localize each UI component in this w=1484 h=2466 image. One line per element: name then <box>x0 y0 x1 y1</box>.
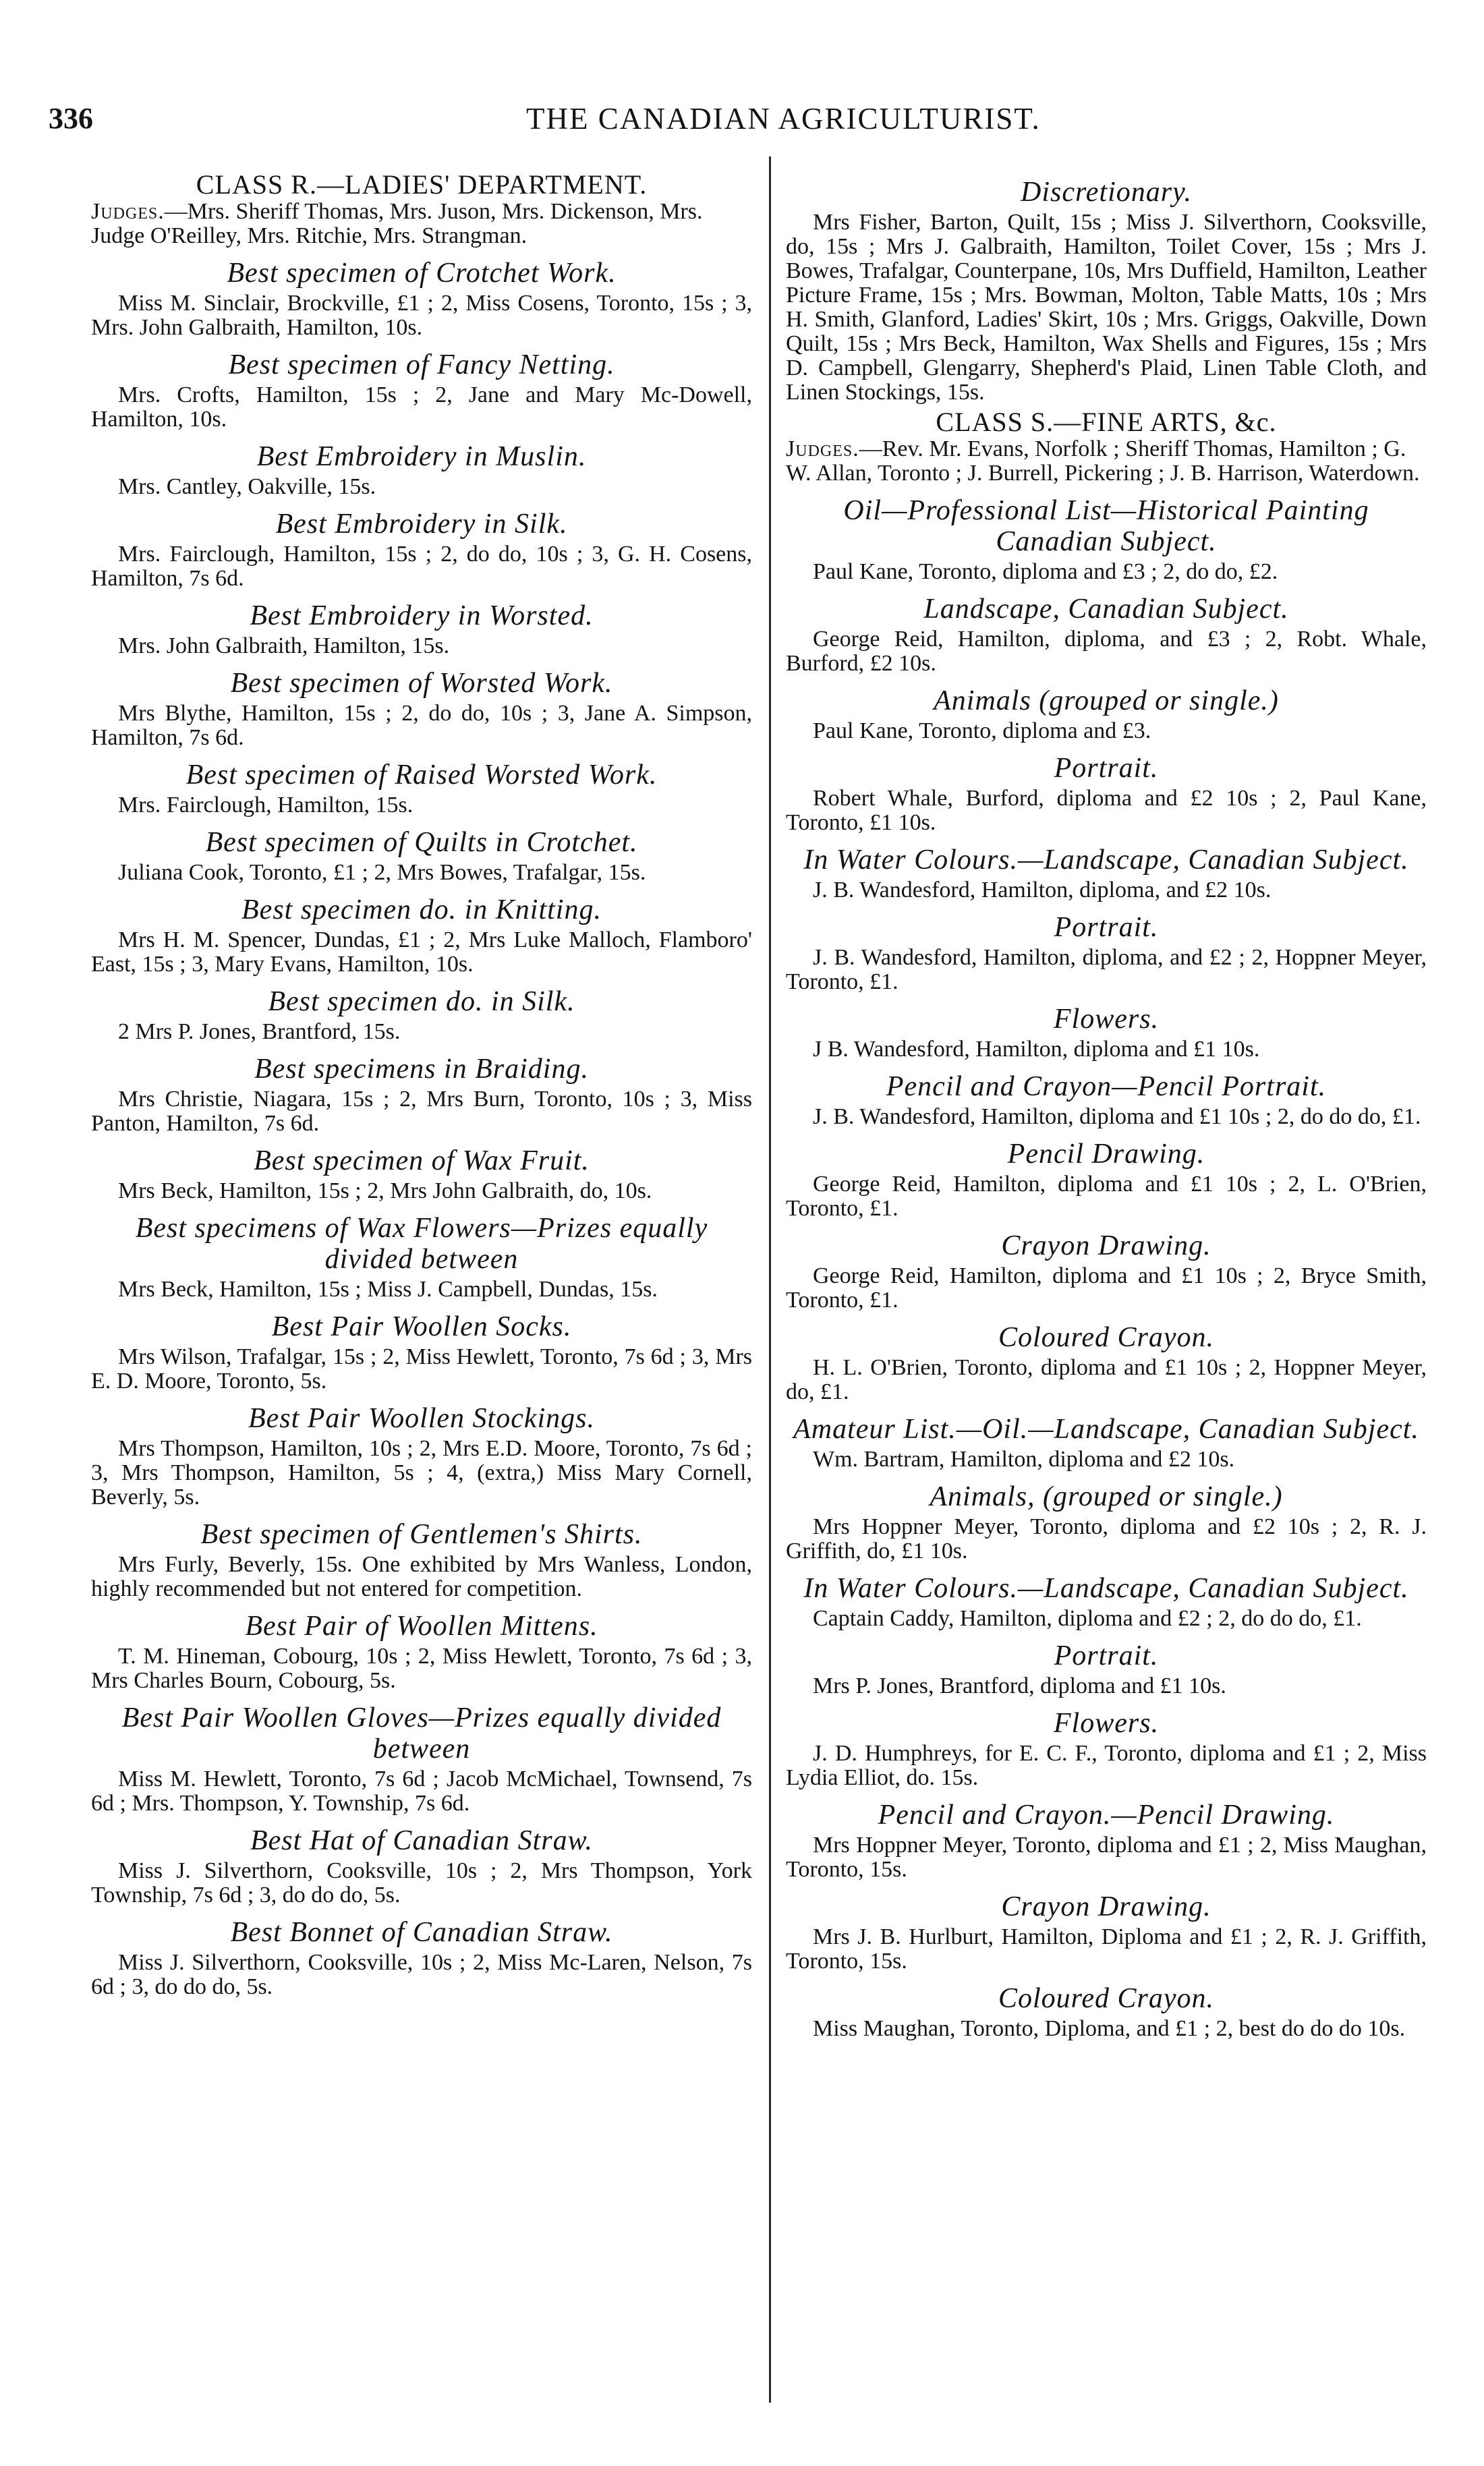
prize-entry: Paul Kane, Toronto, diploma and £3. <box>813 718 1151 743</box>
prize-entry: Mrs. John Galbraith, Hamilton, 15s. <box>118 633 450 658</box>
section-heading: Pencil Drawing. <box>1007 1139 1205 1170</box>
section-heading: Portrait. <box>1054 753 1159 784</box>
section-heading: Best specimen of Raised Worsted Work. <box>186 759 658 791</box>
prize-entry: Miss J. Silverthorn, Cooksville, 10s ; 2, Miss Mc-Laren, Nelson, 7s 6d ; 3, do do do, 5s. <box>91 1950 752 1999</box>
prize-entry: Miss M. Hewlett, Toronto, 7s 6d ; Jacob McMichael, Townsend, 7s 6d ; Mrs. Thompson, Y. Township, 7s 6d. <box>91 1767 752 1816</box>
prize-entry: Mrs. Cantley, Oakville, 15s. <box>118 474 376 499</box>
section-heading: Crayon Drawing. <box>1001 1230 1211 1261</box>
section-heading: Best specimens of Wax Flowers—Prizes equally divided between <box>135 1213 708 1275</box>
section-heading: Flowers. <box>1053 1708 1160 1739</box>
section-heading: Best Embroidery in Muslin. <box>256 441 587 472</box>
prize-entry: Mrs Wilson, Trafalgar, 15s ; 2, Miss Hewlett, Toronto, 7s 6d ; 3, Mrs E. D. Moore, Toronto, 5s. <box>91 1344 752 1394</box>
judges-line <box>786 437 1427 486</box>
section-heading: Best specimens in Braiding. <box>254 1054 589 1085</box>
section-heading: Best specimen of Fancy Netting. <box>228 349 615 380</box>
right-column <box>786 167 1427 2041</box>
prize-entry: Miss Maughan, Toronto, Diploma, and £1 ; 2, best do do do 10s. <box>813 2016 1406 2041</box>
prize-entry: 2 Mrs P. Jones, Brantford, 15s. <box>118 1019 401 1044</box>
section-heading: Best Pair of Woollen Mittens. <box>245 1611 598 1642</box>
section-heading: Flowers. <box>1053 1004 1160 1035</box>
running-head <box>0 101 1484 150</box>
prize-entry: Mrs. Fairclough, Hamilton, 15s. <box>118 793 413 818</box>
prize-entry: Mrs P. Jones, Brantford, diploma and £1 10s. <box>813 1673 1226 1698</box>
section-heading: Best Embroidery in Silk. <box>275 509 568 540</box>
section-heading: Best specimen of Crotchet Work. <box>227 258 617 289</box>
prize-entry: H. L. O'Brien, Toronto, diploma and £1 10s ; 2, Hoppner Meyer, do, £1. <box>786 1355 1427 1404</box>
section-heading: In Water Colours.—Landscape, Canadian Subject. <box>803 844 1409 876</box>
section-heading: Best Hat of Canadian Straw. <box>250 1825 594 1856</box>
prize-entry: Mrs H. M. Spencer, Dundas, £1 ; 2, Mrs Luke Malloch, Flamboro' East, 15s ; 3, Mary Evans, Hamilton, 10s. <box>91 927 752 977</box>
section-heading: Best Pair Woollen Gloves—Prizes equally divided between <box>121 1702 722 1765</box>
section-heading: Best Pair Woollen Socks. <box>271 1311 572 1342</box>
left-column <box>91 167 752 1999</box>
section-heading: Best specimen do. in Knitting. <box>241 894 602 925</box>
prize-entry: J. B. Wandesford, Hamilton, diploma and £1 10s ; 2, do do do, £1. <box>813 1104 1421 1129</box>
judges-names: —Rev. Mr. Evans, Norfolk ; Sheriff Thomas, Hamilton ; G. W. Allan, Toronto ; J. Burrell, Pickering ; J. B. Harrison, Waterdown. <box>786 436 1420 486</box>
column-divider <box>769 156 771 2403</box>
section-heading: Best specimen of Wax Fruit. <box>254 1145 590 1176</box>
prize-entry: Mrs Hoppner Meyer, Toronto, diploma and £1 ; 2, Miss Maughan, Toronto, 15s. <box>786 1833 1427 1882</box>
section-heading: Best specimen of Worsted Work. <box>230 668 613 699</box>
prize-entry: Juliana Cook, Toronto, £1 ; 2, Mrs Bowes, Trafalgar, 15s. <box>118 860 646 885</box>
judges-label: Judges. <box>786 436 859 461</box>
class-heading: CLASS R.—LADIES' DEPARTMENT. <box>196 169 648 200</box>
section-heading: Best Pair Woollen Stockings. <box>248 1403 596 1434</box>
class-heading: CLASS S.—FINE ARTS, &c. <box>936 407 1277 437</box>
section-heading: Animals (grouped or single.) <box>934 685 1279 716</box>
prize-entry: George Reid, Hamilton, diploma, and £3 ; 2, Robt. Whale, Burford, £2 10s. <box>786 627 1427 676</box>
section-heading: Landscape, Canadian Subject. <box>923 594 1289 625</box>
prize-entry: Paul Kane, Toronto, diploma and £3 ; 2, do do, £2. <box>813 559 1278 584</box>
section-heading: Best specimen of Quilts in Crotchet. <box>205 827 638 858</box>
prize-entry: J. D. Humphreys, for E. C. F., Toronto, diploma and £1 ; 2, Miss Lydia Elliot, do. 15s. <box>786 1741 1427 1790</box>
prize-entry: Mrs Beck, Hamilton, 15s ; Miss J. Campbell, Dundas, 15s. <box>118 1277 658 1302</box>
prize-entry: Miss M. Sinclair, Brockville, £1 ; 2, Miss Cosens, Toronto, 15s ; 3, Mrs. John Galbraith, Hamilton, 10s. <box>91 291 752 340</box>
section-heading: Pencil and Crayon.—Pencil Drawing. <box>878 1800 1335 1831</box>
section-heading: Discretionary. <box>1021 177 1192 208</box>
section-heading: Best specimen do. in Silk. <box>268 986 575 1017</box>
section-heading: Best specimen of Gentlemen's Shirts. <box>200 1519 643 1550</box>
prize-entry: Mrs Blythe, Hamilton, 15s ; 2, do do, 10s ; 3, Jane A. Simpson, Hamilton, 7s 6d. <box>91 701 752 750</box>
judges-line <box>91 200 752 248</box>
section-heading: Best Embroidery in Worsted. <box>250 600 594 631</box>
section-heading: Animals, (grouped or single.) <box>930 1481 1283 1512</box>
section-heading: Pencil and Crayon—Pencil Portrait. <box>886 1071 1327 1102</box>
section-heading: Amateur List.—Oil.—Landscape, Canadian Subject. <box>793 1414 1419 1445</box>
prize-entry: Miss J. Silverthorn, Cooksville, 10s ; 2, Mrs Thompson, York Township, 7s 6d ; 3, do do do, 5s. <box>91 1858 752 1908</box>
prize-entry: T. M. Hineman, Cobourg, 10s ; 2, Miss Hewlett, Toronto, 7s 6d ; 3, Mrs Charles Bourn, Cobourg, 5s. <box>91 1644 752 1693</box>
prize-entry: George Reid, Hamilton, diploma and £1 10s ; 2, Bryce Smith, Toronto, £1. <box>786 1263 1427 1313</box>
prize-entry: George Reid, Hamilton, diploma and £1 10s ; 2, L. O'Brien, Toronto, £1. <box>786 1172 1427 1221</box>
page-number: 336 <box>49 102 93 135</box>
prize-entry: Captain Caddy, Hamilton, diploma and £2 ; 2, do do do, £1. <box>813 1606 1362 1631</box>
prize-entry: Mrs Beck, Hamilton, 15s ; 2, Mrs John Galbraith, do, 10s. <box>118 1178 652 1203</box>
prize-entry: Wm. Bartram, Hamilton, diploma and £2 10s. <box>813 1447 1235 1472</box>
prize-entry: Mrs Christie, Niagara, 15s ; 2, Mrs Burn, Toronto, 10s ; 3, Miss Panton, Hamilton, 7s 6d. <box>91 1087 752 1136</box>
judges-label: Judges. <box>91 199 165 224</box>
prize-entry: Mrs. Fairclough, Hamilton, 15s ; 2, do do, 10s ; 3, G. H. Cosens, Hamilton, 7s 6d. <box>91 542 752 591</box>
prize-entry: Mrs. Crofts, Hamilton, 15s ; 2, Jane and Mary Mc-Dowell, Hamilton, 10s. <box>91 382 752 432</box>
section-heading: Coloured Crayon. <box>998 1983 1215 2014</box>
prize-entry: Mrs J. B. Hurlburt, Hamilton, Diploma and £1 ; 2, R. J. Griffith, Toronto, 15s. <box>786 1924 1427 1974</box>
prize-entry: J B. Wandesford, Hamilton, diploma and £1 10s. <box>813 1037 1260 1062</box>
section-heading: Best Bonnet of Canadian Straw. <box>230 1917 613 1948</box>
section-heading: Portrait. <box>1054 1640 1159 1671</box>
section-heading: In Water Colours.—Landscape, Canadian Subject. <box>803 1573 1409 1604</box>
prize-entry: Mrs Fisher, Barton, Quilt, 15s ; Miss J. Silverthorn, Cooksville, do, 15s ; Mrs J. Galbraith, Hamilton, Toilet Cover, 15s ; Mrs J. Bowes, Trafalgar, Counterpane, 10s, Mrs Duffield, Hamilton, Leather Picture Frame, 15s ; Mrs. Bowman, Molton, Table Matts, 10s ; Mrs H. Smith, Glanford, Ladies' Skirt, 10s ; Mrs. Griggs, Oakville, Down Quilt, 15s ; Mrs Beck, Hamilton, Wax Shells and Figures, 15s ; Mrs D. Campbell, Glengarry, Shepherd's Plaid, Linen Table Cloth, and Linen Stockings, 15s. <box>786 210 1427 405</box>
prize-entry: J. B. Wandesford, Hamilton, diploma, and £2 10s. <box>813 878 1272 902</box>
prize-entry: Mrs Hoppner Meyer, Toronto, diploma and £2 10s ; 2, R. J. Griffith, do, £1 10s. <box>786 1514 1427 1564</box>
section-heading: Oil—Professional List—Historical Painting Canadian Subject. <box>843 495 1369 557</box>
section-heading: Portrait. <box>1054 912 1159 943</box>
prize-entry: Mrs Thompson, Hamilton, 10s ; 2, Mrs E.D. Moore, Toronto, 7s 6d ; 3, Mrs Thompson, Hamilton, 5s ; 4, (extra,) Miss Mary Cornell, Beverly, 5s. <box>91 1436 752 1510</box>
running-title: THE CANADIAN AGRICULTURIST. <box>526 102 1041 136</box>
prize-entry: Mrs Furly, Beverly, 15s. One exhibited by Mrs Wanless, London, highly recommended but not entered for competition. <box>91 1552 752 1601</box>
section-heading: Coloured Crayon. <box>998 1322 1215 1353</box>
prize-entry: J. B. Wandesford, Hamilton, diploma, and £2 ; 2, Hoppner Meyer, Toronto, £1. <box>786 945 1427 994</box>
judges-names: —Mrs. Sheriff Thomas, Mrs. Juson, Mrs. Dickenson, Mrs. Judge O'Reilley, Mrs. Ritchie, Mrs. Strangman. <box>91 199 703 248</box>
section-heading: Crayon Drawing. <box>1001 1891 1211 1922</box>
prize-entry: Robert Whale, Burford, diploma and £2 10s ; 2, Paul Kane, Toronto, £1 10s. <box>786 786 1427 835</box>
